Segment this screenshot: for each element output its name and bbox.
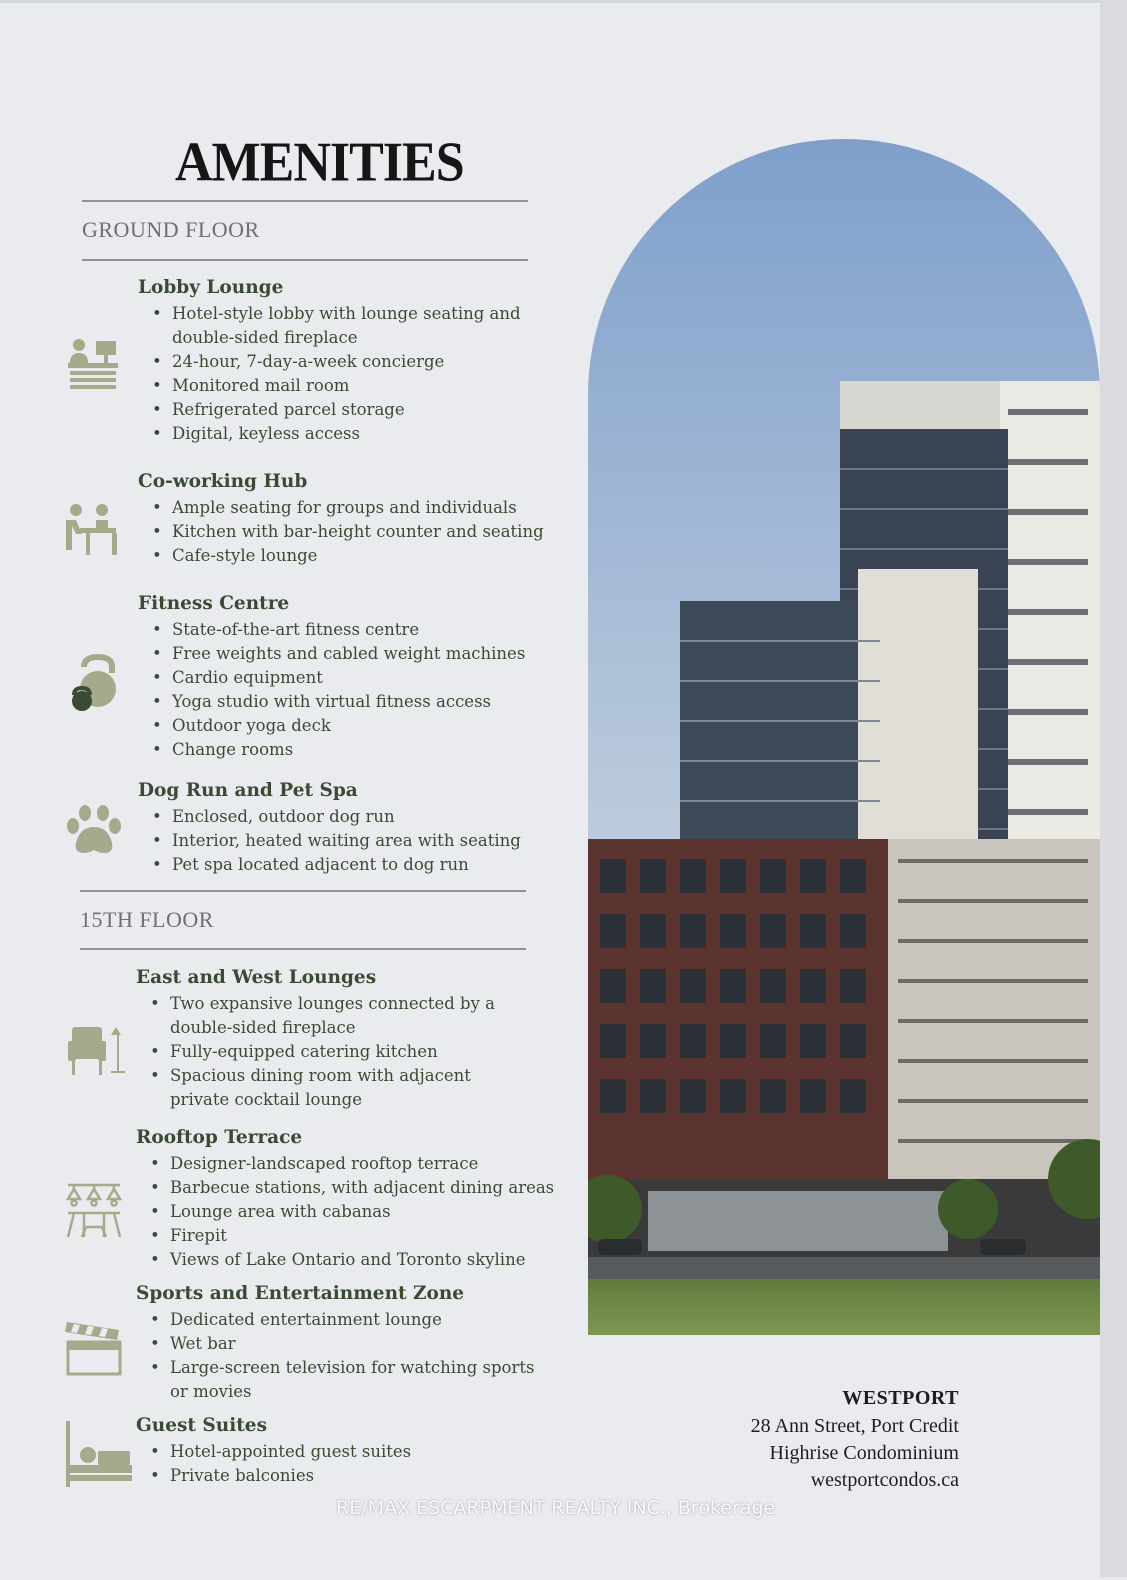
floor-heading-15th: 15TH FLOOR [80, 907, 214, 932]
list-item: • 24-hour, 7-day-a-week concierge [152, 350, 521, 374]
list-item: • Private balconies [150, 1464, 411, 1488]
list-item: • Monitored mail room [152, 374, 521, 398]
bullet-list [138, 496, 544, 568]
section-title: Sports and Entertainment Zone [136, 1283, 465, 1304]
list-item: • Hotel-style lobby with lounge seating and [152, 302, 521, 326]
list-item: • Refrigerated parcel storage [152, 398, 521, 422]
paw-print-icon [64, 800, 124, 860]
list-item: • Free weights and cabled weight machines [152, 642, 525, 666]
bullet-list [136, 1440, 411, 1488]
section-title: Rooftop Terrace [136, 1127, 303, 1148]
list-item: • Hotel-appointed guest suites [150, 1440, 411, 1464]
list-item: • Barbecue stations, with adjacent dining areas [150, 1176, 554, 1200]
section-dog-run [138, 779, 521, 877]
list-item: • Pet spa located adjacent to dog run [152, 853, 521, 877]
concierge-desk-icon [64, 333, 124, 393]
divider [82, 200, 528, 202]
list-item: • Fully-equipped catering kitchen [150, 1040, 495, 1064]
bullet-list [136, 1152, 554, 1272]
bullet-list [136, 992, 495, 1112]
page-title: AMENITIES [175, 132, 464, 194]
list-item: • Firepit [150, 1224, 554, 1248]
project-website[interactable]: westportcondos.ca [810, 1469, 959, 1491]
divider [80, 948, 526, 950]
section-title: Dog Run and Pet Spa [138, 780, 358, 801]
list-item: • Yoga studio with virtual fitness access [152, 690, 525, 714]
list-item: • Change rooms [152, 738, 525, 762]
list-item: • Spacious dining room with adjacent [150, 1064, 495, 1088]
list-item: • Cafe-style lounge [152, 544, 544, 568]
bullet-list [136, 1308, 534, 1404]
clapperboard-icon [64, 1316, 124, 1376]
list-item: • Interior, heated waiting area with seating [152, 829, 521, 853]
section-rooftop-terrace [136, 1126, 554, 1272]
kettlebell-icon [66, 653, 126, 713]
brokerage-watermark: RE/MAX ESCARPMENT REALTY INC., Brokerage [336, 1497, 776, 1519]
list-item: • State-of-the-art fitness centre [152, 618, 525, 642]
section-guest-suites [136, 1414, 411, 1488]
list-item: • Wet bar [150, 1332, 534, 1356]
divider [82, 259, 528, 261]
page-edge [1100, 0, 1127, 1577]
list-item: • Cardio equipment [152, 666, 525, 690]
list-item: • Ample seating for groups and individuals [152, 496, 544, 520]
coworking-table-icon [62, 500, 122, 560]
section-fitness-centre [138, 592, 525, 762]
list-item: • Large-screen television for watching sports [150, 1356, 534, 1380]
list-item: • Dedicated entertainment lounge [150, 1308, 534, 1332]
section-title: East and West Lounges [136, 967, 377, 988]
section-sports-entertainment [136, 1282, 534, 1404]
section-title: Lobby Lounge [138, 277, 284, 298]
divider [80, 890, 526, 892]
bullet-list [138, 302, 521, 446]
list-item: • Outdoor yoga deck [152, 714, 525, 738]
floor-heading-ground: GROUND FLOOR [82, 217, 260, 242]
section-lobby-lounge [138, 276, 521, 446]
patio-dining-icon [64, 1181, 124, 1241]
project-name: WESTPORT [842, 1387, 959, 1409]
list-item-continuation: double-sided fireplace [172, 328, 358, 347]
list-item: • Two expansive lounges connected by a [150, 992, 495, 1016]
section-title: Co-working Hub [138, 471, 308, 492]
bed-icon [64, 1421, 134, 1489]
list-item: • Views of Lake Ontario and Toronto skyline [150, 1248, 554, 1272]
project-address: 28 Ann Street, Port Credit [750, 1415, 959, 1437]
bullet-list [138, 805, 521, 877]
building-rendering-image [588, 139, 1100, 1335]
list-item: • Digital, keyless access [152, 422, 521, 446]
project-type: Highrise Condominium [769, 1442, 959, 1464]
list-item: • Kitchen with bar-height counter and seating [152, 520, 544, 544]
section-east-west-lounges [136, 966, 495, 1112]
section-coworking-hub [138, 470, 544, 568]
list-item-continuation: or movies [170, 1382, 252, 1401]
list-item: • Lounge area with cabanas [150, 1200, 554, 1224]
list-item: • Designer-landscaped rooftop terrace [150, 1152, 554, 1176]
project-info [751, 1383, 959, 1494]
bullet-list [138, 618, 525, 762]
list-item: • Enclosed, outdoor dog run [152, 805, 521, 829]
armchair-lamp-icon [66, 1023, 126, 1083]
section-title: Fitness Centre [138, 593, 290, 614]
list-item-continuation: double-sided fireplace [170, 1018, 356, 1037]
section-title: Guest Suites [136, 1415, 267, 1436]
condo-tower-illustration [588, 139, 1100, 1335]
list-item-continuation: private cocktail lounge [170, 1090, 362, 1109]
